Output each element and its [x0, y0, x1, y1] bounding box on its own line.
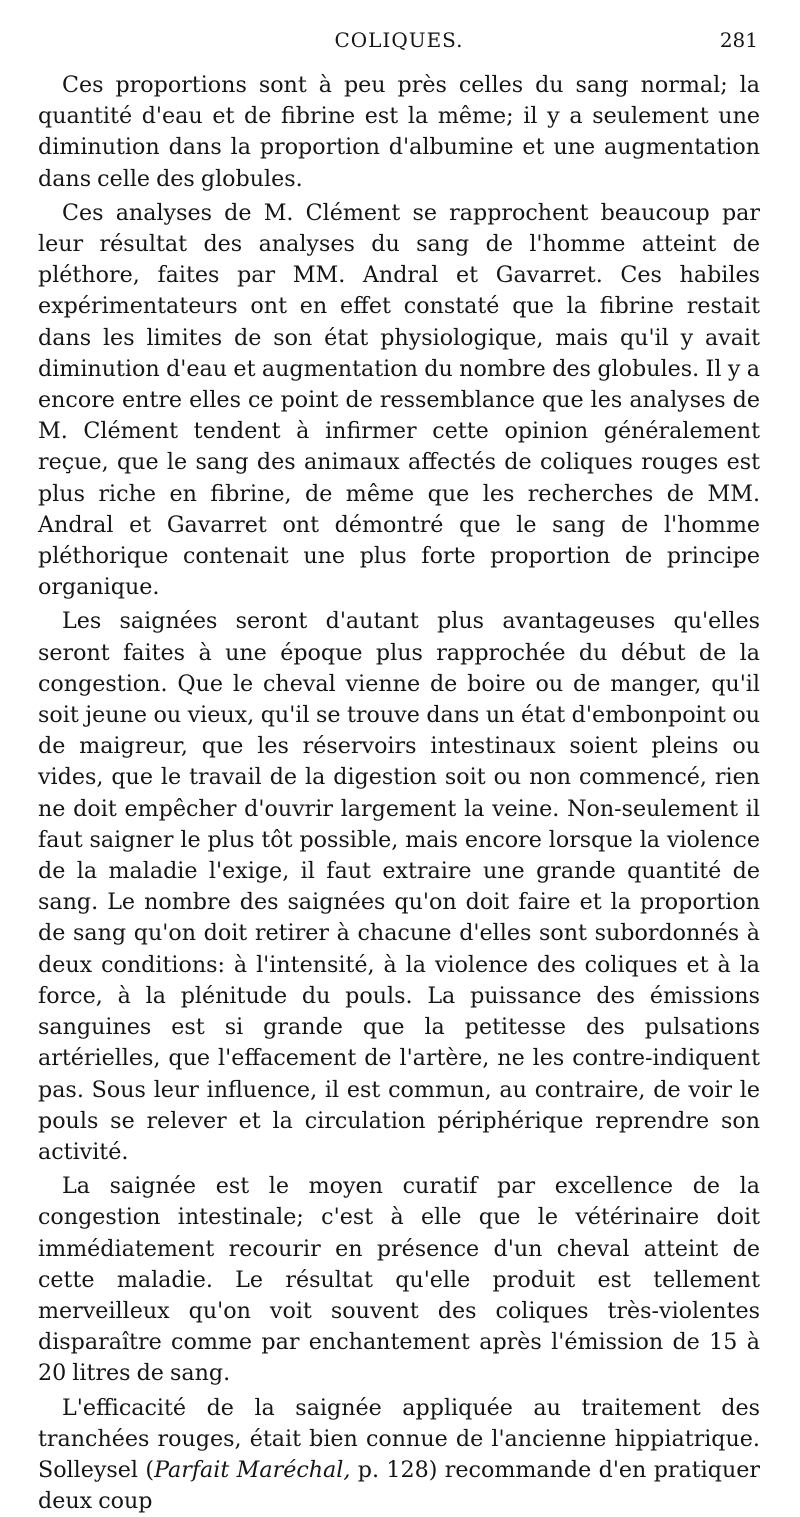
- paragraph-text: L'efficacité de la saignée appliquée au traitement des tranchées rouges, était bien connue de l'ancienne hippiatrique. Solleysel (: [38, 1394, 760, 1483]
- paragraph-text: p. 128) recommande d'en pratiquer deux coup: [38, 1456, 760, 1515]
- paragraph: Ces analyses de M. Clément se rapprochent beaucoup par leur résultat des analyses du sang de l'homme atteint de pléthore, faites par MM. Andral et Gavarret. Ces habiles expérimentateurs ont en effet constaté que la fibrine restait dans les limites de son état physiologique, mais qu'il y avait diminution d'eau et augmentation du nombre des globules. Il y a encore entre elles ce point de ressemblance que les analyses de M. Clément tendent à infirmer cette opinion généralement reçue, que le sang des animaux affectés de coliques rouges est plus riche en fibrine, de même que les recherches de MM. Andral et Gavarret ont démontré que le sang de l'homme pléthorique contenait une plus forte proportion de principe organique.: [38, 199, 760, 601]
- book-citation: Parfait Maréchal,: [154, 1456, 351, 1483]
- paragraph: Ces proportions sont à peu près celles du sang normal; la quantité d'eau et de fibrine est la même; il y a seulement une diminution dans la proportion d'albumine et une augmentation dans celle des globules.: [38, 72, 760, 192]
- running-head: [40, 28, 758, 62]
- paragraph-last: [38, 1393, 760, 1517]
- running-title: COLIQUES.: [334, 28, 464, 52]
- paragraph: La saignée est le moyen curatif par excellence de la congestion intestinale; c'est à elle que le vétérinaire doit immédiatement recourir en présence d'un cheval atteint de cette maladie. Le résultat qu'elle produit est tellement merveilleux qu'on voit souvent des coliques très-violentes disparaître comme par enchantement après l'émission de 15 à 20 litres de sang.: [38, 1173, 760, 1387]
- body-text: [38, 70, 760, 1517]
- page-number: 281: [719, 28, 758, 52]
- paragraph: Les saignées seront d'autant plus avantageuses qu'elles seront faites à une époque plus rapprochée du début de la congestion. Que le cheval vienne de boire ou de manger, qu'il soit jeune ou vieux, qu'il se trouve dans un état d'embonpoint ou de maigreur, que les réservoirs intestinaux soient pleins ou vides, que le travail de la digestion soit ou non commencé, rien ne doit empêcher d'ouvrir largement la veine. Non-seulement il faut saigner le plus tôt possible, mais encore lorsque la violence de la maladie l'exige, il faut extraire une grande quantité de sang. Le nombre des saignées qu'on doit faire et la proportion de sang qu'on doit retirer à chacune d'elles sont subordonnés à deux conditions: à l'intensité, à la violence des coliques et à la force, à la plénitude du pouls. La puissance des émissions sanguines est si grande que la petitesse des pulsations artérielles, que l'effacement de l'artère, ne les contre-indiquent pas. Sous leur influence, il est commun, au contraire, de voir le pouls se relever et la circulation périphérique reprendre son activité.: [38, 608, 760, 1165]
